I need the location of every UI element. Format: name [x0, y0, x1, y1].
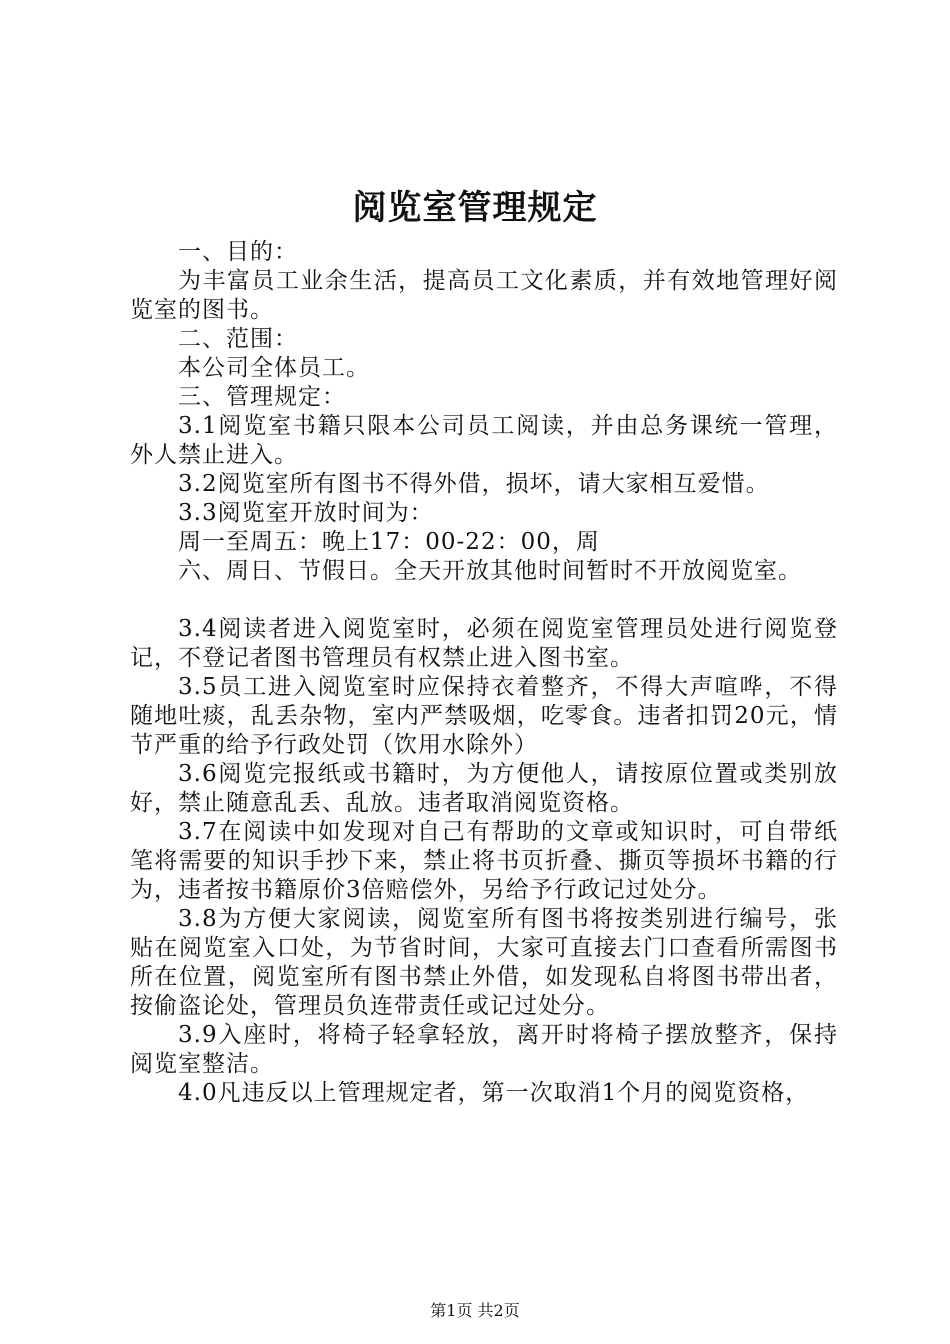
purpose-paragraph: 为丰富员工业余生活，提高员工文化素质，并有效地管理好阅览室的图书。	[130, 268, 838, 323]
rule-3-7: 3.7在阅读中如发现对自己有帮助的文章或知识时，可自带纸笔将需要的知识手抄下来，禁止将书页折叠、撕页等损坏书籍的行为，违者按书籍原价3倍赔偿外，另给予行政记过处分。	[130, 819, 838, 903]
section-heading-rules: 三、管理规定：	[178, 384, 346, 410]
rule-3-9: 3.9入座时，将椅子轻拿轻放，离开时将椅子摆放整齐，保持阅览室整洁。	[130, 1022, 838, 1077]
rule-3-5: 3.5员工进入阅览室时应保持衣着整齐，不得大声喧哗，不得随地吐痰，乱丢杂物，室内严禁吸烟，吃零食。违者扣罚20元，情节严重的给予行政处罚（饮用水除外）	[130, 674, 838, 758]
page-footer: 第1页 共2页	[430, 1301, 520, 1320]
rule-3-2: 3.2阅览室所有图书不得外借，损坏，请大家相互爱惜。	[178, 471, 770, 497]
section-heading-scope: 二、范围：	[178, 326, 298, 352]
opening-hours-weekday: 周一至周五：晚上17：00-22：00，周	[178, 529, 600, 555]
rule-4-0: 4.0凡违反以上管理规定者，第一次取消1个月的阅览资格，	[178, 1080, 810, 1106]
opening-hours-weekend: 六、周日、节假日。全天开放其他时间暂时不开放阅览室。	[178, 558, 802, 584]
paragraph-gap	[130, 586, 838, 615]
rule-3-6: 3.6阅览完报纸或书籍时，为方便他人，请按原位置或类别放好，禁止随意乱丢、乱放。违者取消阅览资格。	[130, 761, 838, 816]
section-heading-purpose: 一、目的：	[178, 239, 298, 265]
rule-3-4: 3.4阅读者进入阅览室时，必须在阅览室管理员处进行阅览登记，不登记者图书管理员有权禁止进入图书室。	[130, 616, 838, 671]
rule-3-3: 3.3阅览室开放时间为：	[178, 500, 434, 526]
document-body	[130, 238, 838, 1108]
document-title: 阅览室管理规定	[352, 188, 598, 228]
rule-3-1: 3.1阅览室书籍只限本公司员工阅读，并由总务课统一管理，外人禁止进入。	[130, 413, 838, 468]
scope-paragraph: 本公司全体员工。	[178, 355, 370, 381]
rule-3-8: 3.8为方便大家阅读，阅览室所有图书将按类别进行编号，张贴在阅览室入口处，为节省时间，大家可直接去门口查看所需图书所在位置，阅览室所有图书禁止外借，如发现私自将图书带出者，按偷盗论处，管理员负连带责任或记过处分。	[130, 906, 838, 1019]
